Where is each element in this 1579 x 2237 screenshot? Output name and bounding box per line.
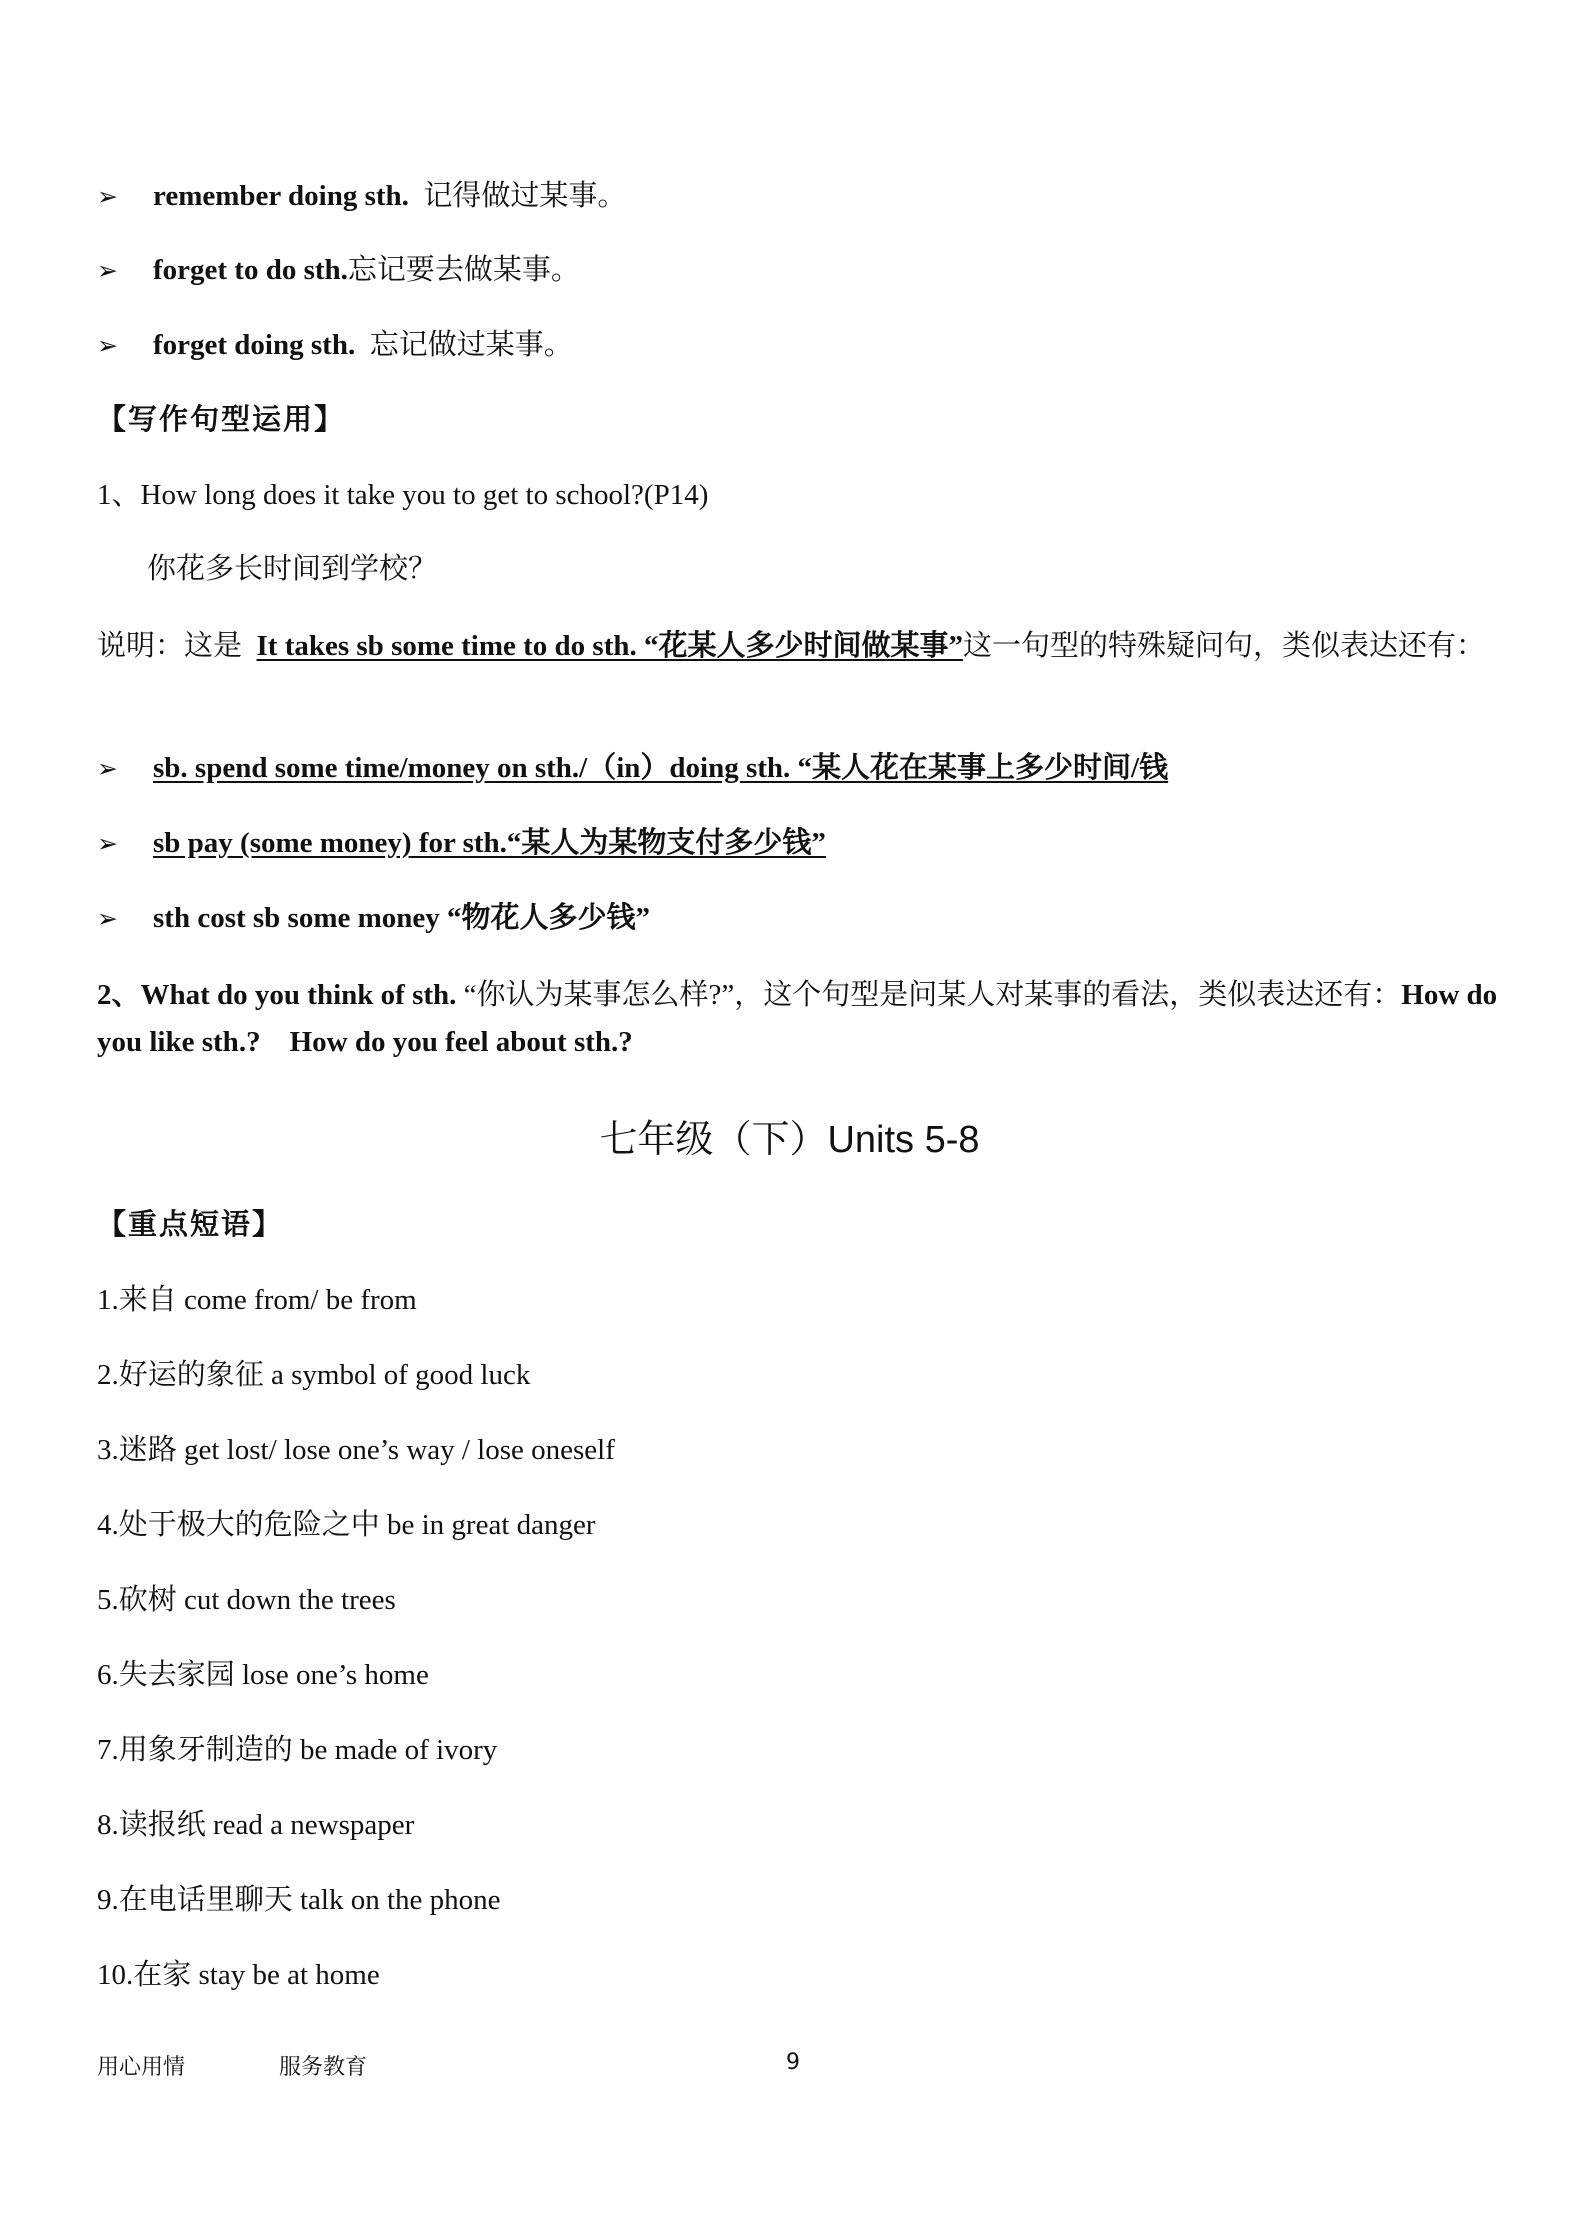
phrase-item: 8.读报纸 read a newspaper (97, 1809, 415, 1841)
phrase-item: 5.砍树 cut down the trees (97, 1584, 396, 1616)
unit-title: 七年级（下）Units 5-8 (599, 1119, 980, 1161)
verb-phrase-1: ➢ remember doing sth. 记得做过某事。 (97, 176, 1499, 217)
similar-expression-2: ➢ sb pay (some money) for sth.“某人为某物支付多少钱” (97, 823, 1499, 864)
phrase-item: 6.失去家园 lose one’s home (97, 1659, 429, 1691)
item1-sentence: 1、How long does it take you to get to school?(P14) (97, 479, 709, 511)
phrase-item: 9.在电话里聊天 talk on the phone (97, 1884, 501, 1916)
phrase-item: 2.好运的象征 a symbol of good luck (97, 1359, 531, 1391)
arrow-bullet-icon: ➢ (97, 754, 118, 783)
page-number: 9 (786, 2050, 800, 2075)
arrow-bullet-icon: ➢ (97, 256, 118, 285)
item1-translation: 你花多长时间到学校？ (147, 553, 438, 585)
phrase-item: 7.用象牙制造的 be made of ivory (97, 1734, 498, 1766)
phrases-heading: 【重点短语】 (97, 1209, 284, 1241)
verb-phrase-3: ➢ forget doing sth. 忘记做过某事。 (97, 325, 1499, 366)
writing-heading: 【写作句型运用】 (97, 404, 346, 436)
footer-left-2: 服务教育 (279, 2055, 368, 2080)
verb-phrase-2: ➢ forget to do sth.忘记要去做某事。 (97, 250, 1499, 291)
item1-note: 说明：这是 It takes sb some time to do sth. “花某人多少时间做某事”这一句型的特殊疑问句，类似表达还有： (97, 630, 1485, 662)
item2-paragraph: 2、What do you think of sth. “你认为某事怎么样?”，这个句型是问某人对某事的看法，类似表达还有：How do you like sth.? How do you feel about sth.? (97, 979, 1498, 1058)
arrow-bullet-icon: ➢ (97, 904, 118, 933)
phrase-item: 10.在家 stay be at home (97, 1959, 380, 1991)
arrow-bullet-icon: ➢ (97, 829, 118, 858)
item1-note-pattern: It takes sb some time to do sth. “花某人多少时间做某事” (256, 630, 963, 662)
phrase-item: 4.处于极大的危险之中 be in great danger (97, 1509, 596, 1541)
arrow-bullet-icon: ➢ (97, 182, 118, 211)
phrase-item: 1.来自 come from/ be from (97, 1284, 417, 1316)
arrow-bullet-icon: ➢ (97, 331, 118, 360)
similar-expression-1: ➢ sb. spend some time/money on sth./（in）doing sth. “某人花在某事上多少时间/钱 (97, 748, 1499, 789)
phrase-item: 3.迷路 get lost/ lose one’s way / lose oneself (97, 1434, 615, 1466)
footer-left-1: 用心用情 (97, 2055, 186, 2080)
similar-expression-3: ➢ sth cost sb some money “物花人多少钱” (97, 898, 1499, 939)
